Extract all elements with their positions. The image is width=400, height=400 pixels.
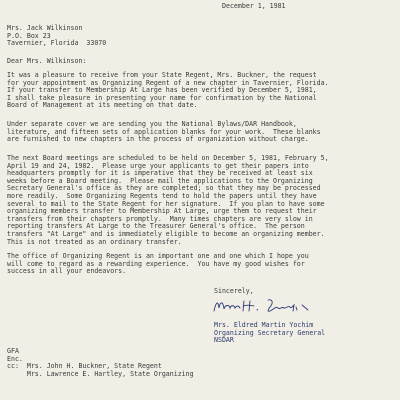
text-line: literature, and fifteen sets of application blanks for your work. These blanks — [7, 127, 321, 136]
text-line: will come to regard as a rewarding experience. You have my good wishes for — [7, 259, 305, 268]
text-line: It was a pleasure to receive from your State Regent, Mrs. Buckner, the request — [7, 71, 317, 79]
letter-date: December 1, 1981 — [222, 2, 286, 10]
text-line: The office of Organizing Regent is an important one and one which I hope you — [7, 252, 309, 260]
paragraph-2 — [7, 121, 321, 144]
text-line: The next Board meetings are scheduled to be held on December 5, 1981, February 5, — [7, 154, 329, 162]
signer-title: Organizing Secretary General — [214, 328, 326, 337]
text-line: success in all your endeavors. — [7, 267, 127, 276]
cc-line: Mrs. Lawrence E. Hartley, State Organizing — [7, 369, 194, 378]
text-line: more readily. Some Organizing Regents tend to hold the papers until they have — [7, 191, 317, 200]
paragraph-3 — [7, 155, 329, 246]
text-line: weeks before a Board meeting. Please mail the applications to the Organizing — [7, 176, 313, 185]
text-line: April 19 and 24, 1982. Please urge your applicants to get their papers into — [7, 161, 309, 170]
text-line: headquarters promptly for it is imperative that they be received at least six — [7, 169, 313, 178]
signature-block — [214, 322, 325, 345]
text-line: are furnished to new chapters in the process of organization without charge. — [7, 135, 309, 144]
text-line: This is not treated as an ordinary transfer. — [7, 237, 182, 246]
text-line: transfers from their chapters promptly. Many times chapters are very slow in — [7, 214, 313, 223]
cc-line: cc: Mrs. John H. Buckner, State Regent — [7, 362, 162, 371]
paragraph-1 — [7, 72, 329, 110]
signer-org: NSDAR — [214, 336, 234, 345]
text-line: transfers "At Large" and is immediately eligible to become an organizing member. — [7, 229, 325, 238]
recipient-line: Tavernier, Florida 33070 — [7, 39, 107, 48]
text-line: I shall take pleasure in presenting your name for confirmation by the National — [7, 93, 317, 102]
signature-graphic — [210, 296, 340, 316]
text-line: several to mail to the State Regent for her signature. If you plan to have some — [7, 199, 325, 208]
initials: GFA — [7, 347, 19, 355]
text-line: Board of Management at its meeting on that date. — [7, 101, 198, 110]
enclosure-note: Enc. — [7, 354, 23, 363]
text-line: reporting transfers At Large to the Treasurer General's office. The person — [7, 222, 305, 231]
signer-name: Mrs. Eldred Martin Yochim — [214, 321, 314, 329]
text-line: Secretary General's office as they are completed; so that they may be processed — [7, 184, 321, 193]
text-line: organizing members transfer to Membership At Large, urge them to request their — [7, 207, 317, 216]
text-line: for your appointment as Organizing Regent of a new chapter in Tavernier, Florida. — [7, 78, 329, 87]
closing: Sincerely, — [214, 287, 254, 295]
text-line: If your transfer to Membership At Large has been verified by December 5, 1981, — [7, 86, 317, 95]
recipient-address — [7, 25, 106, 48]
letter-footer — [7, 348, 194, 378]
salutation: Dear Mrs. Wilkinson: — [7, 57, 87, 65]
text-line: Under separate cover we are sending you the National Bylaws/DAR Handbook, — [7, 120, 297, 128]
paragraph-4 — [7, 253, 309, 276]
handwritten-signature — [210, 296, 340, 316]
recipient-line: Mrs. Jack Wilkinson — [7, 24, 83, 32]
recipient-line: P.O. Box 23 — [7, 31, 51, 40]
